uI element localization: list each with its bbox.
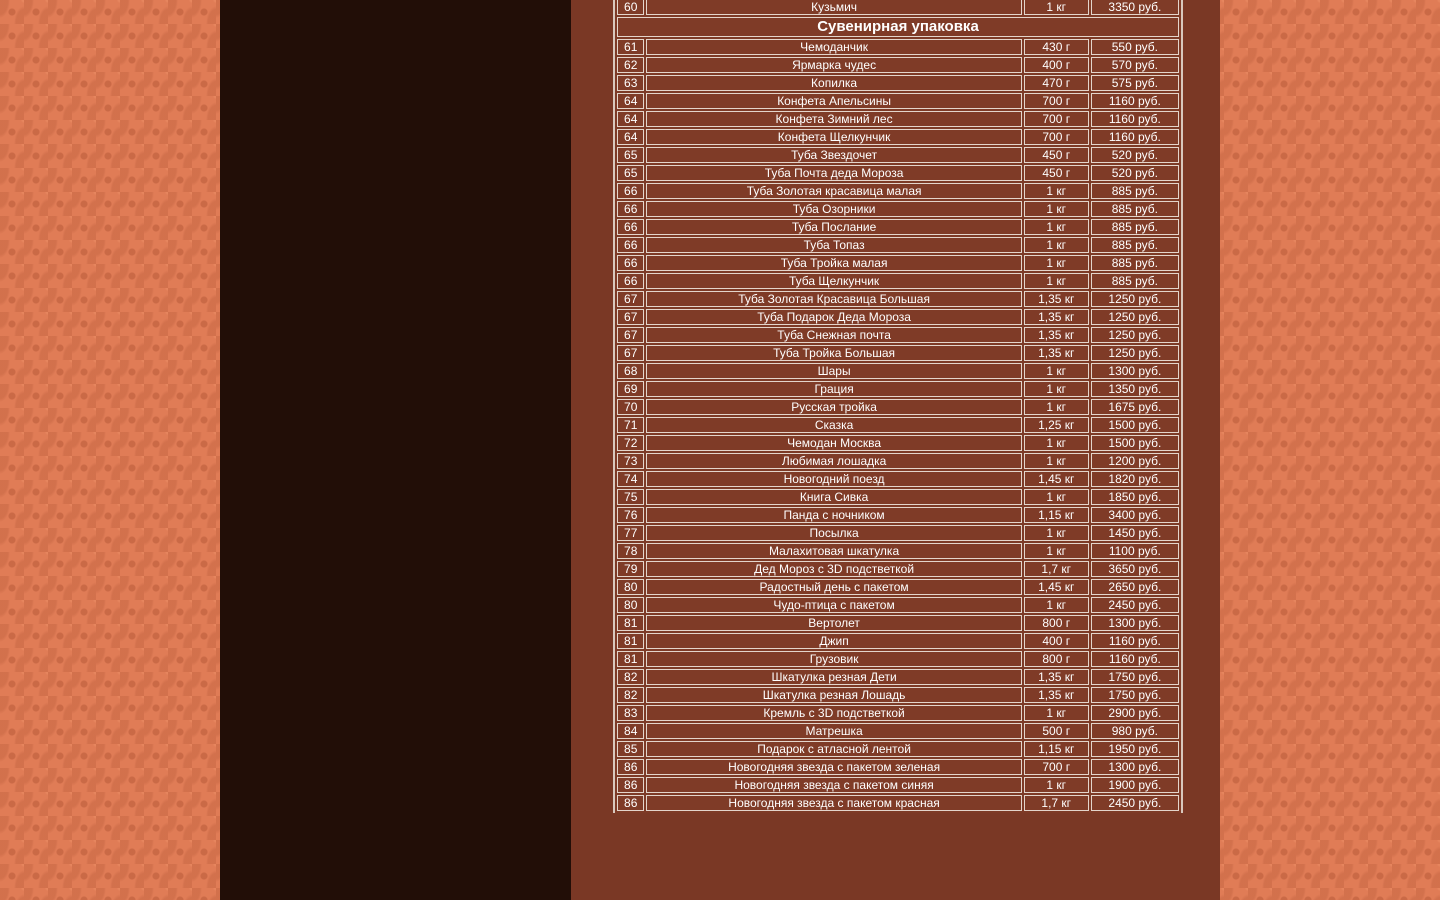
item-price: 1250 руб. (1091, 309, 1179, 325)
table-row (617, 0, 1179, 15)
item-price: 1250 руб. (1091, 345, 1179, 361)
item-number: 78 (617, 543, 644, 559)
item-price: 885 руб. (1091, 273, 1179, 289)
table-row (617, 201, 1179, 217)
item-number: 69 (617, 381, 644, 397)
item-name: Конфета Зимний лес (646, 111, 1021, 127)
item-weight: 1,15 кг (1024, 741, 1089, 757)
item-number: 66 (617, 219, 644, 235)
item-price: 1300 руб. (1091, 615, 1179, 631)
item-name: Конфета Щелкунчик (646, 129, 1021, 145)
item-number: 65 (617, 147, 644, 163)
table-row (617, 543, 1179, 559)
table-row (617, 183, 1179, 199)
table-row (617, 651, 1179, 667)
item-price: 1160 руб. (1091, 651, 1179, 667)
table-row (617, 561, 1179, 577)
table-row (617, 597, 1179, 613)
table-row (617, 111, 1179, 127)
item-name: Грузовик (646, 651, 1021, 667)
item-price: 1750 руб. (1091, 669, 1179, 685)
item-number: 68 (617, 363, 644, 379)
item-weight: 1 кг (1024, 273, 1089, 289)
item-number: 72 (617, 435, 644, 451)
item-price: 2650 руб. (1091, 579, 1179, 595)
item-weight: 1,45 кг (1024, 471, 1089, 487)
table-row (617, 525, 1179, 541)
item-number: 66 (617, 273, 644, 289)
item-number: 67 (617, 327, 644, 343)
table-row (617, 615, 1179, 631)
item-weight: 1 кг (1024, 201, 1089, 217)
item-name: Шкатулка резная Лошадь (646, 687, 1021, 703)
item-weight: 1 кг (1024, 525, 1089, 541)
item-weight: 450 г (1024, 165, 1089, 181)
table-row (617, 381, 1179, 397)
item-weight: 1 кг (1024, 399, 1089, 415)
item-name: Туба Почта деда Мороза (646, 165, 1021, 181)
item-weight: 700 г (1024, 93, 1089, 109)
item-number: 85 (617, 741, 644, 757)
item-name: Туба Золотая красавица малая (646, 183, 1021, 199)
item-name: Русская тройка (646, 399, 1021, 415)
item-name: Шары (646, 363, 1021, 379)
item-price: 1850 руб. (1091, 489, 1179, 505)
item-price: 2450 руб. (1091, 795, 1179, 811)
item-price: 1500 руб. (1091, 435, 1179, 451)
item-name: Туба Щелкунчик (646, 273, 1021, 289)
item-name: Кремль с 3D подстветкой (646, 705, 1021, 721)
item-name: Туба Снежная почта (646, 327, 1021, 343)
item-price: 1750 руб. (1091, 687, 1179, 703)
item-number: 67 (617, 345, 644, 361)
item-number: 81 (617, 615, 644, 631)
item-price: 1250 руб. (1091, 327, 1179, 343)
item-number: 75 (617, 489, 644, 505)
item-number: 66 (617, 201, 644, 217)
item-weight: 1 кг (1024, 183, 1089, 199)
item-weight: 800 г (1024, 651, 1089, 667)
item-number: 67 (617, 291, 644, 307)
item-name: Туба Послание (646, 219, 1021, 235)
item-weight: 500 г (1024, 723, 1089, 739)
table-row (617, 399, 1179, 415)
price-table-body (617, 0, 1179, 811)
item-number: 66 (617, 237, 644, 253)
item-weight: 470 г (1024, 75, 1089, 91)
item-number: 81 (617, 633, 644, 649)
table-row (617, 723, 1179, 739)
item-number: 79 (617, 561, 644, 577)
table-row (617, 489, 1179, 505)
item-weight: 1,35 кг (1024, 309, 1089, 325)
item-price: 885 руб. (1091, 201, 1179, 217)
item-name: Новогодняя звезда с пакетом красная (646, 795, 1021, 811)
item-number: 66 (617, 183, 644, 199)
item-price: 1500 руб. (1091, 417, 1179, 433)
item-name: Новогодняя звезда с пакетом синяя (646, 777, 1021, 793)
item-name: Конфета Апельсины (646, 93, 1021, 109)
item-price: 1450 руб. (1091, 525, 1179, 541)
item-weight: 450 г (1024, 147, 1089, 163)
item-price: 885 руб. (1091, 183, 1179, 199)
item-name: Малахитовая шкатулка (646, 543, 1021, 559)
item-number: 67 (617, 309, 644, 325)
item-number: 77 (617, 525, 644, 541)
item-weight: 700 г (1024, 759, 1089, 775)
item-name: Джип (646, 633, 1021, 649)
item-price: 2450 руб. (1091, 597, 1179, 613)
item-name: Матрешка (646, 723, 1021, 739)
item-name: Чемоданчик (646, 39, 1021, 55)
item-number: 80 (617, 579, 644, 595)
table-row (617, 435, 1179, 451)
item-price: 1950 руб. (1091, 741, 1179, 757)
item-number: 66 (617, 255, 644, 271)
item-weight: 800 г (1024, 615, 1089, 631)
item-number: 63 (617, 75, 644, 91)
left-sidebar (220, 0, 571, 900)
item-weight: 400 г (1024, 57, 1089, 73)
table-row (617, 795, 1179, 811)
table-row (617, 345, 1179, 361)
item-weight: 1,35 кг (1024, 327, 1089, 343)
item-weight: 1 кг (1024, 543, 1089, 559)
item-price: 1200 руб. (1091, 453, 1179, 469)
table-row (617, 75, 1179, 91)
item-name: Туба Тройка Большая (646, 345, 1021, 361)
item-name: Туба Золотая Красавица Большая (646, 291, 1021, 307)
table-row (617, 579, 1179, 595)
item-weight: 1 кг (1024, 237, 1089, 253)
table-row (617, 129, 1179, 145)
item-number: 80 (617, 597, 644, 613)
table-row (617, 705, 1179, 721)
item-number: 86 (617, 777, 644, 793)
item-weight: 1,35 кг (1024, 345, 1089, 361)
item-number: 84 (617, 723, 644, 739)
item-name: Грация (646, 381, 1021, 397)
price-table (615, 0, 1181, 813)
item-weight: 1,15 кг (1024, 507, 1089, 523)
item-price: 885 руб. (1091, 255, 1179, 271)
table-row (617, 453, 1179, 469)
table-row (617, 39, 1179, 55)
item-number: 61 (617, 39, 644, 55)
item-price: 3400 руб. (1091, 507, 1179, 523)
item-weight: 1 кг (1024, 381, 1089, 397)
table-row (617, 165, 1179, 181)
table-row (617, 309, 1179, 325)
item-price: 1300 руб. (1091, 759, 1179, 775)
item-price: 520 руб. (1091, 147, 1179, 163)
item-number: 60 (617, 0, 644, 15)
item-number: 64 (617, 93, 644, 109)
item-price: 1675 руб. (1091, 399, 1179, 415)
item-name: Новогодняя звезда с пакетом зеленая (646, 759, 1021, 775)
item-price: 3650 руб. (1091, 561, 1179, 577)
item-price: 2900 руб. (1091, 705, 1179, 721)
table-row (617, 759, 1179, 775)
main-content (571, 0, 1220, 900)
table-row (617, 669, 1179, 685)
item-price: 1350 руб. (1091, 381, 1179, 397)
item-number: 70 (617, 399, 644, 415)
item-price: 575 руб. (1091, 75, 1179, 91)
item-weight: 1 кг (1024, 255, 1089, 271)
table-row (617, 219, 1179, 235)
item-weight: 1 кг (1024, 363, 1089, 379)
item-price: 550 руб. (1091, 39, 1179, 55)
item-number: 64 (617, 129, 644, 145)
table-row (617, 741, 1179, 757)
item-weight: 400 г (1024, 633, 1089, 649)
item-number: 74 (617, 471, 644, 487)
table-row (617, 237, 1179, 253)
item-name: Кузьмич (646, 0, 1021, 15)
item-weight: 1 кг (1024, 777, 1089, 793)
table-row (617, 273, 1179, 289)
item-weight: 700 г (1024, 111, 1089, 127)
price-table-container (613, 0, 1183, 813)
table-row (617, 93, 1179, 109)
item-name: Копилка (646, 75, 1021, 91)
table-row (617, 255, 1179, 271)
item-number: 83 (617, 705, 644, 721)
item-weight: 1 кг (1024, 705, 1089, 721)
item-name: Подарок с атласной лентой (646, 741, 1021, 757)
item-weight: 1,25 кг (1024, 417, 1089, 433)
item-price: 520 руб. (1091, 165, 1179, 181)
item-name: Туба Тройка малая (646, 255, 1021, 271)
item-name: Книга Сивка (646, 489, 1021, 505)
item-weight: 1 кг (1024, 0, 1089, 15)
item-weight: 1,7 кг (1024, 561, 1089, 577)
item-number: 71 (617, 417, 644, 433)
item-price: 1160 руб. (1091, 111, 1179, 127)
table-row (617, 57, 1179, 73)
item-name: Шкатулка резная Дети (646, 669, 1021, 685)
item-weight: 700 г (1024, 129, 1089, 145)
table-row (617, 417, 1179, 433)
item-name: Любимая лошадка (646, 453, 1021, 469)
item-number: 82 (617, 669, 644, 685)
item-number: 86 (617, 759, 644, 775)
item-weight: 1,35 кг (1024, 687, 1089, 703)
item-name: Радостный день с пакетом (646, 579, 1021, 595)
item-price: 885 руб. (1091, 219, 1179, 235)
item-name: Новогодний поезд (646, 471, 1021, 487)
item-weight: 1,7 кг (1024, 795, 1089, 811)
item-number: 76 (617, 507, 644, 523)
item-name: Туба Подарок Деда Мороза (646, 309, 1021, 325)
table-row (617, 471, 1179, 487)
item-price: 1300 руб. (1091, 363, 1179, 379)
item-weight: 1 кг (1024, 435, 1089, 451)
item-weight: 1 кг (1024, 597, 1089, 613)
item-number: 65 (617, 165, 644, 181)
item-name: Ярмарка чудес (646, 57, 1021, 73)
item-price: 1160 руб. (1091, 129, 1179, 145)
table-row (617, 327, 1179, 343)
item-name: Туба Топаз (646, 237, 1021, 253)
item-price: 980 руб. (1091, 723, 1179, 739)
item-weight: 1,35 кг (1024, 669, 1089, 685)
item-price: 885 руб. (1091, 237, 1179, 253)
item-price: 1160 руб. (1091, 633, 1179, 649)
item-weight: 1 кг (1024, 489, 1089, 505)
item-price: 570 руб. (1091, 57, 1179, 73)
item-number: 82 (617, 687, 644, 703)
item-name: Вертолет (646, 615, 1021, 631)
table-row (617, 507, 1179, 523)
table-row (617, 777, 1179, 793)
section-header-row (617, 17, 1179, 37)
item-name: Туба Звездочет (646, 147, 1021, 163)
item-price: 1900 руб. (1091, 777, 1179, 793)
item-name: Дед Мороз с 3D подстветкой (646, 561, 1021, 577)
item-price: 1100 руб. (1091, 543, 1179, 559)
table-row (617, 147, 1179, 163)
item-name: Панда с ночником (646, 507, 1021, 523)
item-weight: 1,35 кг (1024, 291, 1089, 307)
item-name: Сказка (646, 417, 1021, 433)
item-weight: 430 г (1024, 39, 1089, 55)
item-name: Посылка (646, 525, 1021, 541)
item-number: 86 (617, 795, 644, 811)
item-number: 62 (617, 57, 644, 73)
item-number: 81 (617, 651, 644, 667)
item-name: Чемодан Москва (646, 435, 1021, 451)
item-price: 1250 руб. (1091, 291, 1179, 307)
item-number: 64 (617, 111, 644, 127)
item-weight: 1,45 кг (1024, 579, 1089, 595)
table-row (617, 687, 1179, 703)
item-price: 3350 руб. (1091, 0, 1179, 15)
item-weight: 1 кг (1024, 453, 1089, 469)
item-weight: 1 кг (1024, 219, 1089, 235)
table-row (617, 291, 1179, 307)
item-name: Чудо-птица с пакетом (646, 597, 1021, 613)
table-row (617, 363, 1179, 379)
item-price: 1820 руб. (1091, 471, 1179, 487)
item-name: Туба Озорники (646, 201, 1021, 217)
section-title: Сувенирная упаковка (617, 17, 1179, 37)
table-row (617, 633, 1179, 649)
item-number: 73 (617, 453, 644, 469)
item-price: 1160 руб. (1091, 93, 1179, 109)
